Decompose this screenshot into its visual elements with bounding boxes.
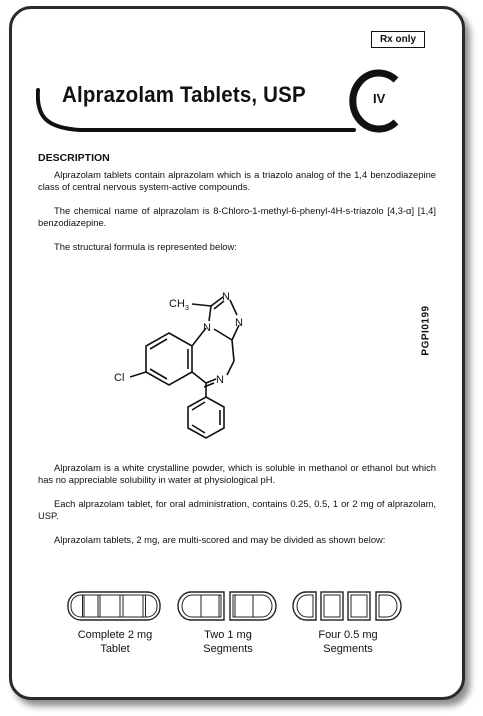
caption-complete: Complete 2 mg Tablet [77,629,153,655]
methyl-label: CH [169,298,185,310]
tablet-complete-icon [67,591,162,621]
caption-four-segments: Four 0.5 mg Segments [318,629,378,655]
methyl-subscript: 3 [185,305,189,312]
paragraph-3: The structural formula is represented below: [54,241,237,252]
atom-n4: N [216,374,224,386]
drug-title: Alprazolam Tablets, USP [62,82,306,107]
chloro-label: Cl [114,372,125,384]
paragraph-1: Alprazolam tablets contain alprazolam which is a triazolo analog of the 1,4 benzodiazepine class of central nervous system-active compounds. [38,169,436,193]
tablet-two-segments-icon [177,591,277,621]
caption-two-segments: Two 1 mg Segments [203,629,253,655]
paragraph-4: Alprazolam is a white crystalline powder, which is soluble in methanol or ethanol but which has no appreciable solubility in water at physiological pH. [38,462,436,486]
atom-n2: N [222,291,230,303]
atom-n3: N [235,317,243,329]
tablet-four-segments-icon [292,591,404,621]
schedule-numeral: IV [373,91,386,106]
rx-only-badge: Rx only [371,31,425,48]
paragraph-5: Each alprazolam tablet, for oral administration, contains 0.25, 0.5, 1 or 2 mg of alprazolam, USP. [38,498,436,522]
atom-n1: N [203,322,211,334]
section-heading: DESCRIPTION [38,152,110,164]
paragraph-6: Alprazolam tablets, 2 mg, are multi-scored and may be divided as shown below: [54,534,386,545]
structural-formula [110,285,310,445]
paragraph-2: The chemical name of alprazolam is 8-Chloro-1-methyl-6-phenyl-4H-s-triazolo [4,3-α] [1,4] benzodiazepine. [38,205,436,229]
product-code: PGPI0199 [420,305,432,356]
